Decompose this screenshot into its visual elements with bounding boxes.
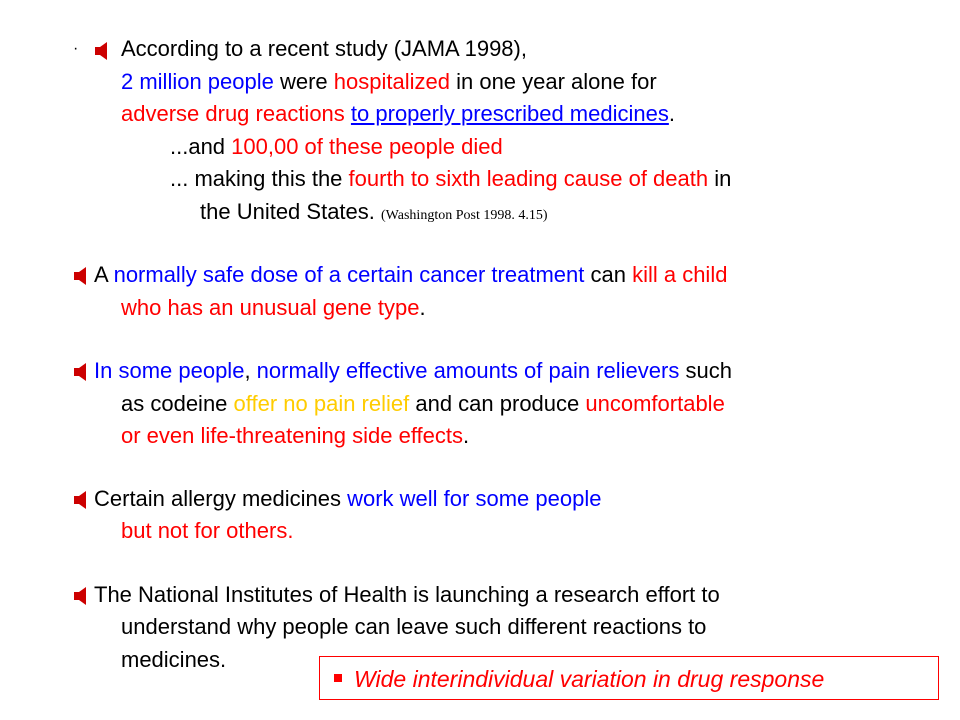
in-text: in — [708, 166, 732, 191]
speaker-icon[interactable] — [74, 267, 88, 285]
making-text: ... making this the — [170, 166, 349, 191]
safe-dose-text: normally safe dose of a certain cancer treatment — [113, 262, 585, 287]
uncomfortable-text: uncomfortable — [585, 391, 725, 416]
speaker-icon[interactable] — [74, 587, 88, 605]
two-million-text: 2 million people — [121, 69, 274, 94]
section3-line3 — [121, 421, 469, 451]
section3-line2 — [121, 389, 725, 419]
comma-text: , — [244, 358, 257, 383]
allergy-text: Certain allergy medicines — [94, 486, 348, 511]
united-states-text: the United States. — [200, 199, 375, 224]
study-text: According to a recent study (JAMA 1998), — [121, 36, 527, 61]
some-people-text: In some people — [94, 358, 245, 383]
gene-type-text: who has an unusual gene type — [121, 295, 420, 320]
section4-line1 — [94, 484, 601, 514]
understand-text: understand why people can leave such different reactions to — [121, 614, 707, 639]
speaker-icon[interactable] — [74, 363, 88, 381]
adverse-reactions-text: adverse drug reactions — [121, 101, 345, 126]
can-text: can — [584, 262, 633, 287]
section4-line2 — [121, 516, 293, 546]
produce-text: and can produce — [409, 391, 586, 416]
no-relief-text: offer no pain relief — [233, 391, 410, 416]
square-bullet-icon — [334, 674, 342, 682]
work-well-text: work well for some people — [347, 486, 602, 511]
dot-bullet: · — [73, 40, 79, 57]
hospitalized-text: hospitalized — [333, 69, 450, 94]
section5-line2 — [121, 612, 706, 642]
section2-line1 — [94, 260, 727, 290]
period-text: . — [419, 295, 426, 320]
pain-relievers-text: normally effective amounts of pain relievers — [256, 358, 680, 383]
period-text: . — [463, 423, 470, 448]
not-others-text: but not for others. — [121, 518, 294, 543]
kill-child-text: kill a child — [632, 262, 728, 287]
nih-text: The National Institutes of Health is launching a research effort to — [94, 582, 720, 607]
section1-line6 — [200, 197, 548, 231]
and-text: ...and — [170, 134, 232, 159]
callout-text: Wide interindividual variation in drug response — [354, 666, 825, 692]
section2-line2 — [121, 293, 426, 323]
section5-line3 — [121, 645, 226, 675]
were-text: were — [273, 69, 334, 94]
section5-line1 — [94, 580, 720, 610]
a-text: A — [94, 262, 114, 287]
section1-line3 — [121, 99, 675, 129]
such-text: such — [679, 358, 732, 383]
callout-box — [319, 656, 939, 700]
leading-cause-text: fourth to sixth leading cause of death — [348, 166, 709, 191]
speaker-icon[interactable] — [74, 491, 88, 509]
prescribed-medicines-link[interactable]: to properly prescribed medicines — [350, 101, 669, 126]
section1-line1 — [121, 34, 527, 64]
side-effects-text: or even life-threatening side effects — [121, 423, 464, 448]
period-text: . — [668, 101, 675, 126]
section1-line2 — [121, 67, 657, 97]
section3-line1 — [94, 356, 732, 386]
codeine-text: as codeine — [121, 391, 234, 416]
source-citation: (Washington Post 1998. 4.15) — [381, 208, 548, 223]
speaker-icon[interactable] — [95, 42, 109, 60]
one-year-text: in one year alone for — [449, 69, 657, 94]
died-text: 100,00 of these people died — [231, 134, 503, 159]
section1-line5 — [170, 164, 731, 194]
medicines-text: medicines. — [121, 647, 227, 672]
section1-line4 — [170, 132, 503, 162]
